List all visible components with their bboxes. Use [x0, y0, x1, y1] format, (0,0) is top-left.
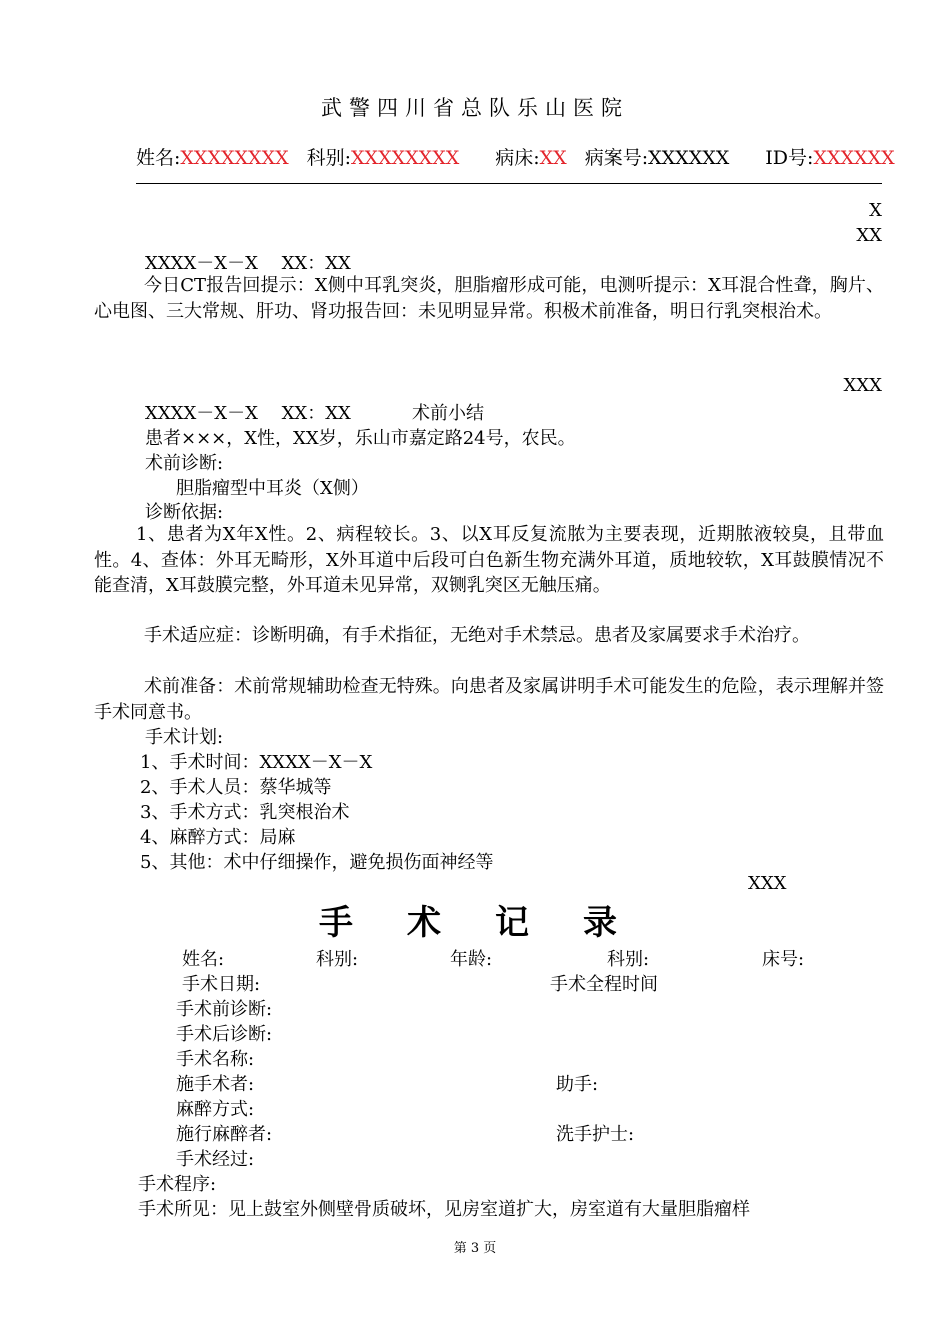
findings-text: 手术所见：见上鼓室外侧壁骨质破坏，见房室道扩大，房室道有大量胆脂瘤样	[138, 1199, 750, 1220]
id-label: ID号:	[765, 147, 814, 169]
surgery-course-label: 手术经过:	[176, 1149, 255, 1170]
plan-item-2: 2、手术人员：蔡华城等	[140, 777, 332, 798]
bed-value: XX	[539, 147, 567, 169]
diagnosis-label: 术前诊断:	[145, 453, 224, 474]
signature-4: XXX	[748, 873, 787, 894]
record-name-label: 姓名:	[182, 949, 225, 970]
basis-label: 诊断依据:	[145, 502, 224, 523]
post-diagnosis-label: 手术后诊断:	[176, 1024, 273, 1045]
signature-1: X	[869, 200, 882, 221]
basis-body: 1、患者为X年X性。2、病程较长。3、以X耳反复流脓为主要表现，近期脓液较臭，且带血性。4、查体：外耳无畸形，X外耳道中后段可白色新生物充满外耳道，质地较软，X耳鼓膜情况不能查清，X耳鼓膜完整，外耳道未见异常，双铡乳突区无触压痛。	[94, 524, 884, 596]
id-value: XXXXXX	[813, 147, 895, 169]
bed-label: 病床:	[495, 147, 540, 169]
header-divider	[136, 183, 882, 184]
plan-item-5: 5、其他：术中仔细操作，避免损伤面神经等	[140, 852, 494, 873]
record-bed-label: 床号:	[762, 949, 805, 970]
patient-info-line	[136, 143, 895, 170]
patient-summary: 患者×××，X性，XX岁，乐山市嘉定路24号，农民。	[145, 428, 576, 449]
surgery-duration-label: 手术全程时间	[550, 974, 658, 995]
dept-value: XXXXXXXX	[351, 147, 460, 169]
assistant-label: 助手:	[556, 1074, 599, 1095]
anesthesia-method-label: 麻醉方式:	[176, 1099, 255, 1120]
surgery-date-label: 手术日期:	[182, 974, 261, 995]
pre-diagnosis-label: 手术前诊断:	[176, 999, 273, 1020]
case-value: XXXXXX	[648, 147, 730, 169]
record-dept-label: 科别:	[316, 949, 359, 970]
record-age-label: 年龄:	[450, 949, 493, 970]
signature-3: XXX	[843, 375, 882, 396]
surgeon-label: 施手术者:	[176, 1074, 255, 1095]
plan-label: 手术计划:	[145, 727, 224, 748]
note1-datetime: XXXX－X－X XX：XX	[145, 253, 351, 274]
signature-2: XX	[856, 225, 882, 246]
page-number: 第 3 页	[453, 1241, 497, 1256]
dept-label: 科别:	[306, 147, 352, 169]
name-label: 姓名:	[136, 147, 181, 169]
preparation-text: 术前准备：术前常规辅助检查无特殊。向患者及家属讲明手术可能发生的危险，表示理解并签手术同意书。	[94, 676, 884, 723]
name-value: XXXXXXXX	[180, 147, 289, 169]
plan-item-4: 4、麻醉方式：局麻	[140, 827, 296, 848]
scrub-nurse-label: 洗手护士:	[556, 1124, 635, 1145]
operation-name-label: 手术名称:	[176, 1049, 255, 1070]
plan-item-1: 1、手术时间：XXXX－X－X	[140, 752, 373, 773]
hospital-title: 武警四川省总队乐山医院	[321, 96, 629, 120]
case-label: 病案号:	[584, 147, 649, 169]
indication-text: 手术适应症：诊断明确，有手术指征，无绝对手术禁忌。患者及家属要求手术治疗。	[144, 625, 810, 646]
record-dept2-label: 科别:	[607, 949, 650, 970]
note2-datetime: XXXX－X－X XX：XX	[145, 403, 351, 424]
note2-heading: 术前小结	[412, 403, 484, 424]
anesthetist-label: 施行麻醉者:	[176, 1124, 273, 1145]
plan-item-3: 3、手术方式：乳突根治术	[140, 802, 350, 823]
surgery-record-title: 手术记录	[319, 903, 671, 943]
procedure-label: 手术程序:	[138, 1174, 217, 1195]
diagnosis-value: 胆脂瘤型中耳炎（X侧）	[176, 478, 369, 499]
note1-body: 今日CT报告回提示：X侧中耳乳突炎，胆脂瘤形成可能，电测听提示：X耳混合性聋，胸片、心电图、三大常规、肝功、肾功报告回：未见明显异常。积极术前准备，明日行乳突根治术。	[94, 275, 884, 322]
